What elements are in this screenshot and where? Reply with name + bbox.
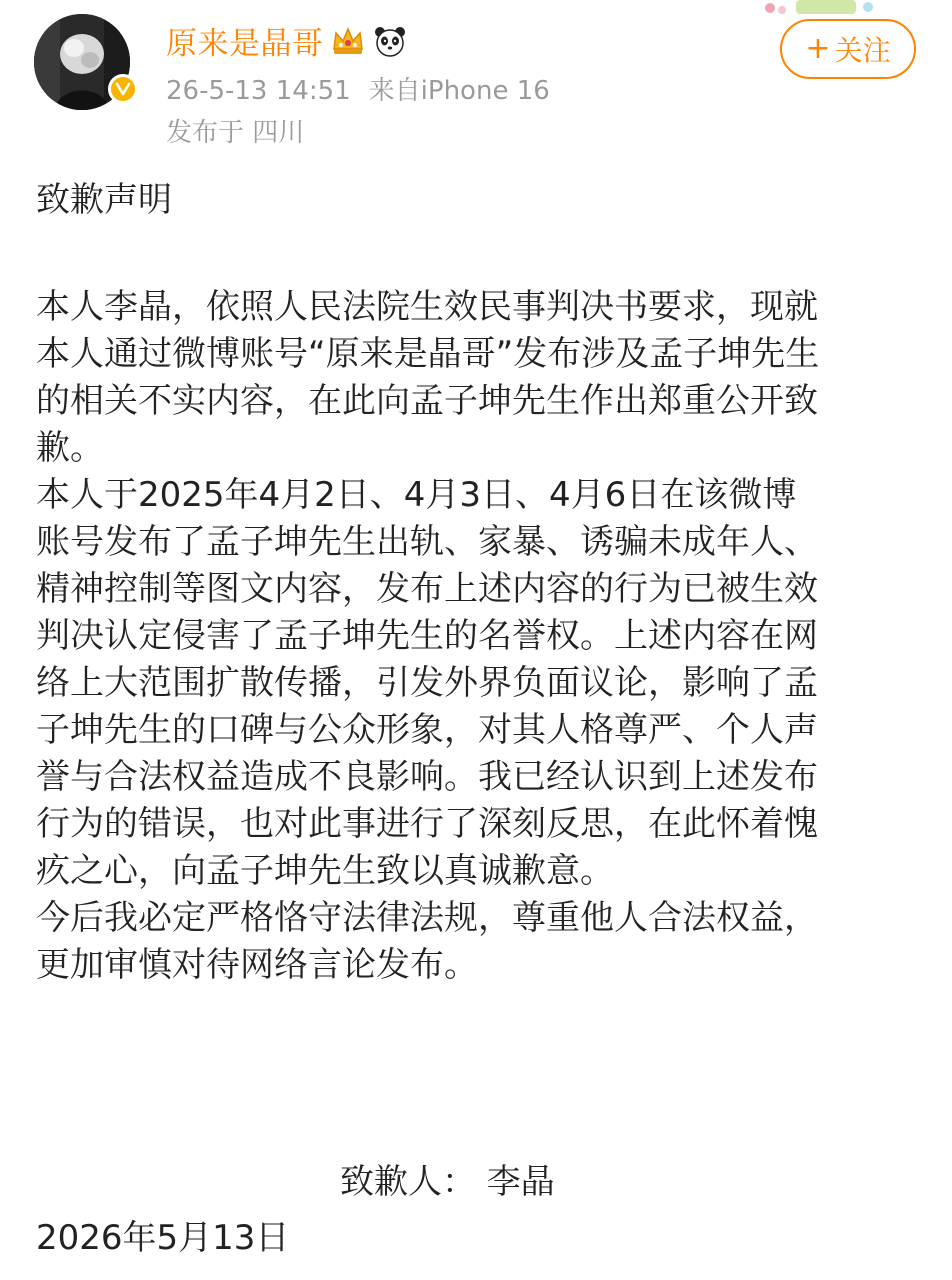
post-paragraph: 本人于2025年4月2日、4月3日、4月6日在该微博 账号发布了孟子坤先生出轨、家暴、诱骗未成年人、 精神控制等图文内容，发布上述内容的行为已被生效 判决认定侵害了孟子坤先生的名誉权。上述内容在网 络上大范围扩散传播，引发外界负面议论，影响了孟 子坤先生的口碑与公众形象，对其人格尊严、个人声 誉与合法权益造成不良影响。我已经认识到上述发布 行为的错误，也对此事进行了深刻反思，在此怀着愧 疚之心，向孟子坤先生致以真诚歉意。 — [36, 475, 818, 891]
post-paragraph: 本人李晶，依照人民法院生效民事判决书要求，现就 本人通过微博账号“原来是晶哥”发布涉及孟子坤先生 的相关不实内容，在此向孟子坤先生作出郑重公开致 歉。 — [36, 287, 820, 468]
post-signature: 致歉人： 李晶 — [340, 1162, 555, 1202]
follow-button[interactable] — [780, 19, 916, 79]
post-date: 2026年5月13日 — [36, 1218, 290, 1258]
post-meta — [166, 70, 568, 107]
post-title: 致歉声明 — [36, 180, 172, 220]
plus-icon: + — [805, 31, 831, 66]
verified-badge-icon — [108, 74, 138, 104]
panda-icon — [372, 23, 408, 59]
username-link[interactable]: 原来是晶哥 — [166, 26, 324, 62]
post-source: 来自iPhone 16 — [368, 76, 550, 106]
decoration-icon — [756, 0, 886, 18]
post-header — [0, 0, 952, 160]
follow-label: 关注 — [834, 34, 891, 67]
username-row — [166, 18, 408, 63]
post-timestamp: 26-5-13 14:51 — [166, 76, 351, 106]
avatar[interactable] — [34, 14, 130, 110]
post-paragraph: 今后我必定严格恪守法律法规，尊重他人合法权益， 更加审慎对待网络言论发布。 — [36, 898, 818, 985]
post-location: 发布于 四川 — [166, 118, 305, 148]
crown-icon — [330, 23, 366, 59]
post-body — [36, 284, 916, 989]
